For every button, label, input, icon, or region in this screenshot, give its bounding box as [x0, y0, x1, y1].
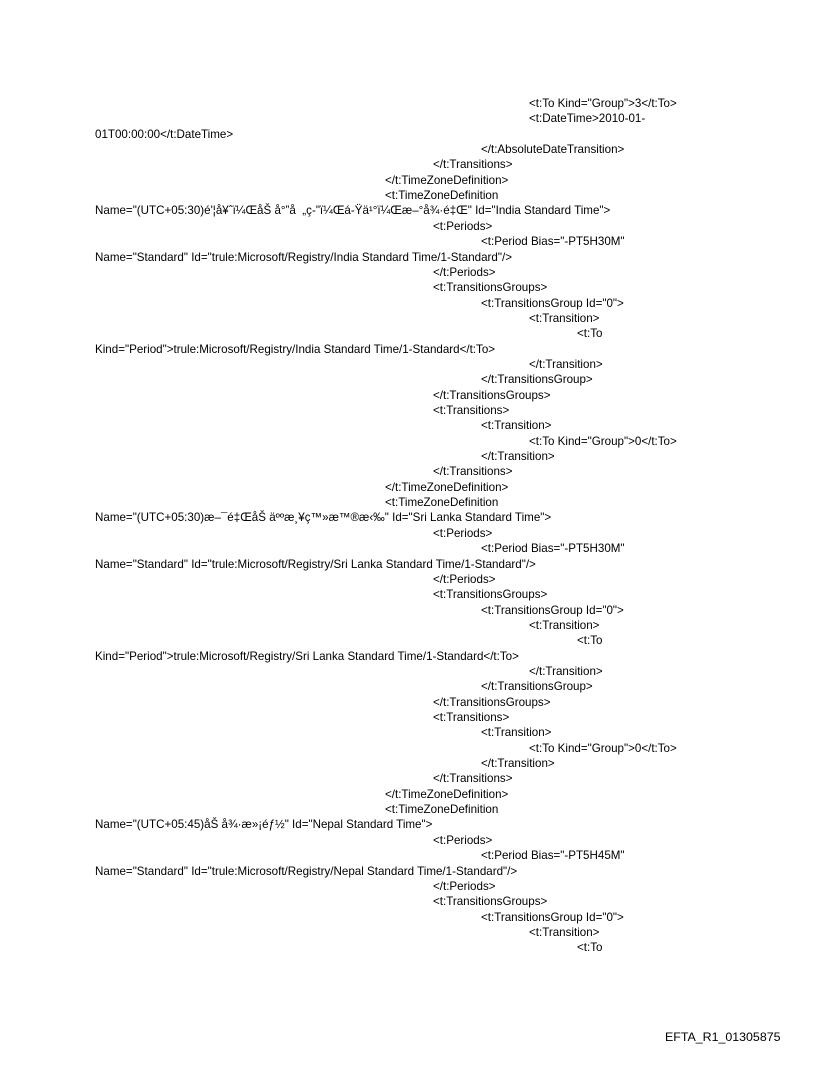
xml-line: </t:TransitionsGroup> [481, 373, 593, 387]
xml-line: Kind="Period">trule:Microsoft/Registry/India Standard Time/1-Standard</t:To> [95, 342, 496, 356]
xml-line: </t:TimeZoneDefinition> [385, 787, 509, 801]
xml-line: <t:TransitionsGroup Id="0"> [481, 296, 624, 310]
xml-line: <t:To [577, 634, 603, 648]
xml-line: Name="(UTC+05:30)é'¦å¥ˆï¼ŒåŠ å°”å „ç-"ï¼Œá-Ÿä¹°ï¼Œæ–°å¾·é‡Œ" Id="India Standard Time"> [95, 204, 611, 218]
xml-line: <t:DateTime>2010-01- [529, 112, 646, 126]
xml-line: </t:TimeZoneDefinition> [385, 173, 509, 187]
xml-line: <t:Transitions> [433, 711, 510, 724]
xml-line: <t:To Kind="Group">3</t:To> [529, 97, 677, 110]
xml-line: <t:Period Bias="-PT5H45M" [481, 849, 625, 863]
xml-line: </t:Periods> [433, 572, 496, 586]
xml-line: <t:Transition> [529, 311, 600, 325]
document-id-footer: EFTA_R1_01305875 [665, 1030, 781, 1044]
xml-line: <t:Periods> [433, 526, 493, 540]
xml-line: <t:TransitionsGroup Id="0"> [481, 910, 624, 924]
xml-line: </t:Transitions> [433, 465, 513, 479]
xml-line: <t:Transitions> [433, 404, 510, 417]
xml-line: </t:AbsoluteDateTransition> [481, 143, 625, 157]
xml-line: Name="(UTC+05:45)åŠ å¾·æ»¡éƒ½" Id="Nepal Standard Time"> [95, 818, 433, 832]
xml-line: <t:Transition> [529, 925, 600, 939]
xml-line: <t:Transition> [481, 726, 552, 740]
xml-line: <t:TransitionsGroups> [433, 588, 548, 602]
xml-line: Name="Standard" Id="trule:Microsoft/Registry/Sri Lanka Standard Time/1-Standard"/> [95, 557, 536, 571]
xml-line: </t:TimeZoneDefinition> [385, 480, 509, 494]
xml-line: <t:Transition> [481, 419, 552, 433]
xml-line: <t:TimeZoneDefinition [385, 496, 499, 510]
xml-line: </t:Transition> [529, 664, 603, 678]
xml-line: <t:TransitionsGroups> [433, 895, 548, 909]
xml-line: Name="Standard" Id="trule:Microsoft/Registry/Nepal Standard Time/1-Standard"/> [95, 864, 518, 878]
xml-line: <t:Periods> [433, 833, 493, 847]
xml-line: </t:TransitionsGroup> [481, 680, 593, 694]
xml-line: </t:Periods> [433, 265, 496, 279]
xml-line: <t:TransitionsGroup Id="0"> [481, 603, 624, 617]
xml-line: <t:TransitionsGroups> [433, 281, 548, 295]
xml-line: </t:Transition> [481, 757, 555, 771]
xml-line: </t:Transition> [529, 357, 603, 371]
xml-line: </t:TransitionsGroups> [433, 388, 551, 402]
xml-line: Name="Standard" Id="trule:Microsoft/Registry/India Standard Time/1-Standard"/> [95, 250, 512, 264]
xml-line: <t:Transition> [529, 618, 600, 632]
xml-line: </t:TransitionsGroups> [433, 695, 551, 709]
xml-line: Name="(UTC+05:30)æ–¯é‡ŒåŠ äººæ¸¥ç™»æ™®æ‹‰" Id="Sri Lanka Standard Time"> [95, 511, 552, 525]
xml-line: Kind="Period">trule:Microsoft/Registry/Sri Lanka Standard Time/1-Standard</t:To> [95, 649, 519, 663]
xml-line: <t:TimeZoneDefinition [385, 189, 499, 203]
xml-line: <t:To Kind="Group">0</t:To> [529, 434, 677, 448]
xml-line: <t:To [577, 327, 603, 341]
xml-line: </t:Transitions> [433, 772, 513, 786]
xml-line: 01T00:00:00</t:DateTime> [95, 127, 234, 141]
xml-line: <t:Period Bias="-PT5H30M" [481, 235, 625, 249]
xml-line: <t:To [577, 941, 603, 955]
xml-line: </t:Transitions> [433, 158, 513, 172]
xml-line: <t:Periods> [433, 219, 493, 233]
xml-line: <t:To Kind="Group">0</t:To> [529, 741, 677, 755]
xml-line: <t:TimeZoneDefinition [385, 803, 499, 817]
xml-line: </t:Transition> [481, 450, 555, 464]
xml-line: <t:Period Bias="-PT5H30M" [481, 542, 625, 556]
xml-line: </t:Periods> [433, 879, 496, 893]
